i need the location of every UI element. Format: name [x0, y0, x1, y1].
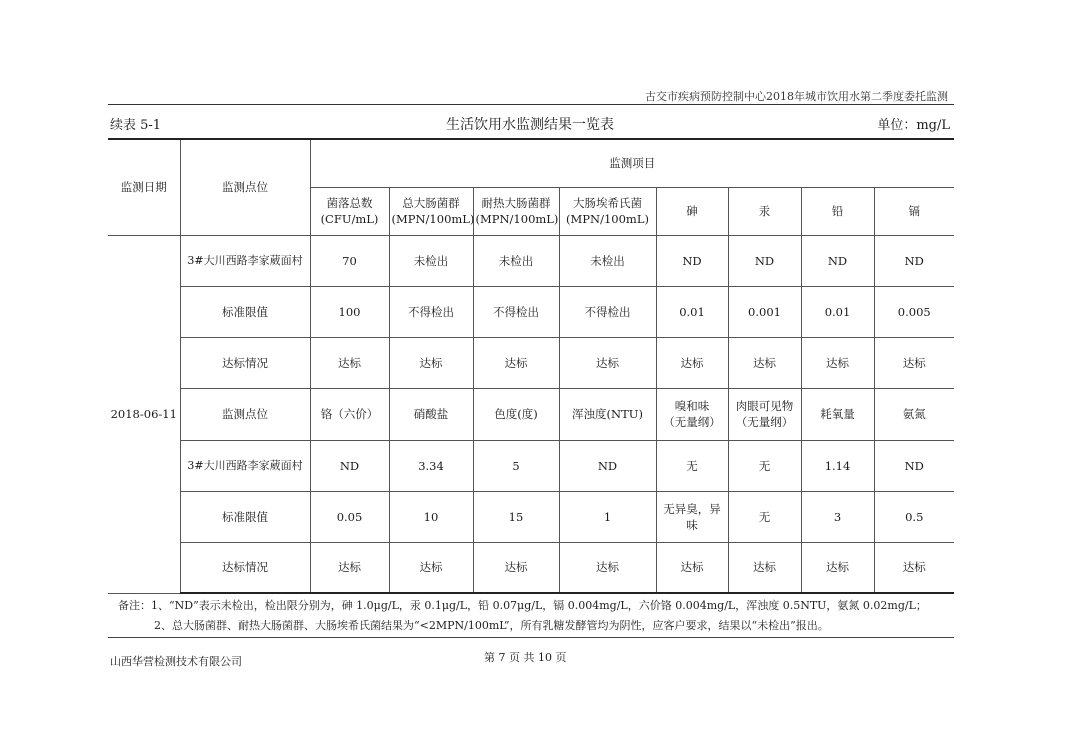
value-cell: 达标 — [801, 337, 874, 388]
value-cell: 3.34 — [389, 440, 473, 491]
unit-label: 单位：mg/L — [877, 118, 950, 133]
header-line: 耗氧量 — [820, 407, 855, 421]
value-cell: ND — [801, 235, 874, 286]
value-cell: 未检出 — [559, 235, 656, 286]
value-cell: 1 — [559, 491, 656, 542]
row-label: 标准限值 — [180, 286, 310, 337]
table-number: 续表 5-1 — [110, 118, 162, 133]
value-cell: 10 — [389, 491, 473, 542]
row-label: 达标情况 — [180, 337, 310, 388]
value-cell: 达标 — [473, 337, 559, 388]
item-header — [389, 388, 473, 440]
value-cell: 不得检出 — [473, 286, 559, 337]
item-header — [473, 388, 559, 440]
item-header — [801, 187, 874, 235]
value-cell: 无 — [656, 440, 728, 491]
value-cell: 达标 — [389, 337, 473, 388]
col-date-header: 监测日期 — [108, 139, 180, 235]
header-line: 色度(度) — [494, 407, 538, 421]
header-line: 铬（六价） — [320, 407, 379, 421]
note-1: 备注：1、“ND”表示未检出，检出限分别为，砷 1.0μg/L，汞 0.1μg/L，铅 0.07μg/L，镉 0.004mg/L，六价铬 0.004mg/L，浑浊度 0.5NTU，氨氮 0.02mg/L； — [118, 599, 927, 612]
value-cell: 0.01 — [656, 286, 728, 337]
value-cell: 达标 — [874, 337, 954, 388]
value-cell: 达标 — [801, 542, 874, 593]
value-cell: 达标 — [728, 542, 801, 593]
header-line: 硝酸盐 — [413, 407, 449, 421]
header-line: 耐热大肠菌群 — [481, 196, 551, 210]
header-line: (MPN/100mL) — [391, 212, 475, 226]
report-header: 古交市疾病预防控制中心2018年城市饮用水第二季度委托监测 — [645, 90, 948, 103]
header-line: 铅 — [831, 204, 844, 218]
value-cell: 无异臭，异味 — [656, 491, 728, 542]
value-cell: 达标 — [728, 337, 801, 388]
row-label: 达标情况 — [180, 542, 310, 593]
value-cell: 0.05 — [310, 491, 389, 542]
header-line: 大肠埃希氏菌 — [573, 196, 642, 210]
header-line: 氨氮 — [902, 407, 926, 421]
value-cell: 达标 — [310, 542, 389, 593]
value-cell: 达标 — [656, 542, 728, 593]
value-cell: 0.01 — [801, 286, 874, 337]
value-cell: ND — [874, 235, 954, 286]
item-header — [874, 187, 954, 235]
group-header: 监测项目 — [310, 139, 954, 187]
header-line: (MPN/100mL) — [475, 212, 559, 226]
header-line: 汞 — [758, 204, 771, 218]
value-cell: 达标 — [389, 542, 473, 593]
value-cell: 未检出 — [389, 235, 473, 286]
item-header — [473, 187, 559, 235]
header-rule — [108, 104, 954, 105]
table-caption — [110, 114, 950, 136]
results-table — [108, 138, 954, 594]
table-title: 生活饮用水监测结果一览表 — [446, 117, 614, 133]
value-cell: 不得检出 — [559, 286, 656, 337]
value-cell: 达标 — [559, 337, 656, 388]
value-cell: ND — [728, 235, 801, 286]
value-cell: 3 — [801, 491, 874, 542]
value-cell: ND — [559, 440, 656, 491]
value-cell: 不得检出 — [389, 286, 473, 337]
row-label: 3#大川西路李家葳面村 — [180, 440, 310, 491]
item-header — [310, 187, 389, 235]
value-cell: 1.14 — [801, 440, 874, 491]
header-line: 浑浊度(NTU) — [572, 407, 643, 421]
item-header — [656, 388, 728, 440]
item-header — [801, 388, 874, 440]
row-label: 3#大川西路李家葳面村 — [180, 235, 310, 286]
page-number: 第 7 页 共 10 页 — [484, 651, 567, 664]
footer-rule — [108, 637, 954, 638]
row-label: 标准限值 — [180, 491, 310, 542]
company-name: 山西华营检测技术有限公司 — [110, 655, 242, 668]
header-line: (CFU/mL) — [320, 212, 379, 226]
value-cell: 达标 — [473, 542, 559, 593]
header-line: 菌落总数 — [326, 196, 373, 210]
section2-site-header: 监测点位 — [180, 388, 310, 440]
value-cell: 100 — [310, 286, 389, 337]
value-cell: 达标 — [559, 542, 656, 593]
value-cell: 达标 — [874, 542, 954, 593]
item-header — [310, 388, 389, 440]
header-line: 总大肠菌群 — [402, 196, 460, 210]
value-cell: ND — [874, 440, 954, 491]
item-header — [874, 388, 954, 440]
value-cell: 70 — [310, 235, 389, 286]
item-header — [389, 187, 473, 235]
header-line: （无量纲） — [663, 415, 721, 429]
value-cell: 0.001 — [728, 286, 801, 337]
value-cell: 未检出 — [473, 235, 559, 286]
item-header — [559, 388, 656, 440]
item-header — [728, 388, 801, 440]
header-line: (MPN/100mL) — [566, 212, 649, 226]
value-cell: 达标 — [310, 337, 389, 388]
item-header — [728, 187, 801, 235]
date-cell: 2018-06-11 — [108, 235, 180, 593]
value-cell: 无 — [728, 491, 801, 542]
value-cell: 15 — [473, 491, 559, 542]
value-cell: 0.005 — [874, 286, 954, 337]
header-line: 砷 — [686, 204, 698, 218]
value-cell: 0.5 — [874, 491, 954, 542]
item-header — [559, 187, 656, 235]
notes — [118, 596, 958, 636]
header-line: （无量纲） — [735, 415, 794, 429]
value-cell: 无 — [728, 440, 801, 491]
value-cell: ND — [656, 235, 728, 286]
value-cell: 5 — [473, 440, 559, 491]
col-site-header: 监测点位 — [180, 139, 310, 235]
note-2: 2、总大肠菌群、耐热大肠菌群、大肠埃希氏菌结果为“<2MPN/100mL”，所有乳糖发酵管均为阴性，应客户要求，结果以“未检出”报出。 — [154, 619, 829, 632]
value-cell: 达标 — [656, 337, 728, 388]
header-line: 嗅和味 — [674, 399, 710, 413]
item-header — [656, 187, 728, 235]
header-line: 镉 — [908, 204, 920, 218]
value-cell: ND — [310, 440, 389, 491]
header-line: 肉眼可见物 — [735, 399, 794, 413]
